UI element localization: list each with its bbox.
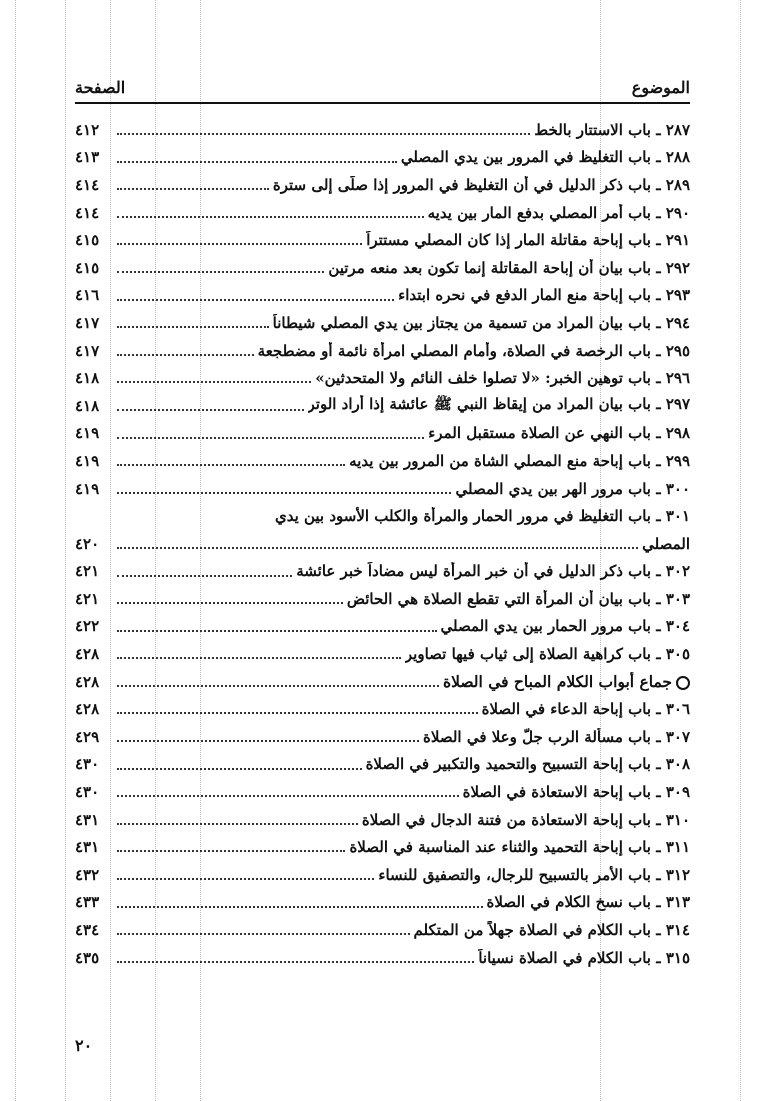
entry-title: ٣١٤ ـ باب الكلام في الصلاة جهلاً من المتكلم: [413, 921, 690, 940]
toc-header: [75, 78, 690, 98]
entry-page: ٤١٤: [75, 175, 100, 194]
leader-dots: [117, 364, 311, 392]
entry-title: ٣٠٦ ـ باب إباحة الدعاء في الصلاة: [481, 700, 690, 719]
entry-title: ٢٩٢ ـ باب بيان أن إباحة المقاتلة إنما تكون بعد منعه مرتين: [328, 258, 690, 277]
entry-title: ٣٠٤ ـ باب مرور الحمار بين يدي المصلي: [440, 617, 690, 636]
entry-title: ٣٠٨ ـ باب إباحة التسبيح والتحميد والتكبير في الصلاة: [365, 755, 690, 774]
toc-entry[interactable]: [75, 778, 690, 806]
toc-entry[interactable]: [75, 558, 690, 586]
leader-dots: [117, 613, 437, 641]
entry-title: ٣١٣ ـ باب نسخ الكلام في الصلاة: [486, 893, 690, 912]
toc-entry[interactable]: [75, 254, 690, 282]
entry-page: ٤٢١: [75, 589, 100, 608]
toc-entry[interactable]: [75, 833, 690, 861]
toc-entry[interactable]: [75, 944, 690, 972]
entry-title: ٢٩٦ ـ باب توهين الخبر: «لا تصلوا خلف النائم ولا المتحدثين»: [315, 369, 690, 388]
leader-dots: [117, 751, 362, 779]
entry-page: ٤٣١: [75, 810, 100, 829]
topic-column-label: الموضوع: [631, 78, 690, 97]
entry-title: ٢٨٧ ـ باب الاستتار بالخط: [534, 120, 690, 139]
entry-title: ٣٠١ ـ باب التغليظ في مرور الحمار والمرأة والكلب الأسود بين يدي: [274, 507, 690, 526]
entry-page: ٤١٧: [75, 341, 100, 360]
leader-dots: [117, 447, 345, 475]
toc-entry[interactable]: [75, 889, 690, 917]
entry-page: ٤٣١: [75, 838, 100, 857]
entry-page: ٤١٧: [75, 313, 100, 332]
entry-title: ٢٩٩ ـ باب إباحة منع المصلي الشاة من المرور بين يديه: [349, 451, 690, 470]
leader-dots: [117, 944, 474, 972]
toc-entry[interactable]: [75, 861, 690, 889]
entry-page: ٤١٢: [75, 120, 100, 139]
toc-page: [75, 70, 690, 1090]
header-rule: [75, 102, 690, 104]
margin-guide: [740, 0, 741, 1101]
leader-dots: [117, 585, 343, 613]
toc-entry[interactable]: [75, 116, 690, 144]
entry-page: ٤١٥: [75, 231, 100, 250]
entry-title: ٣١٢ ـ باب الأمر بالتسبيح للرجال، والتصفيق للنساء: [378, 865, 690, 884]
entry-title: ٢٩٤ ـ باب بيان المراد من تسمية من يجتاز بين يدي المصلي شيطاناً: [272, 313, 690, 332]
leader-dots: [117, 530, 638, 558]
entry-title: ٣٠٥ ـ باب كراهية الصلاة إلى ثياب فيها تصاوير: [404, 645, 690, 664]
entry-title: ٢٨٩ ـ باب ذكر الدليل في أن التغليظ في المرور إذا صلّى إلى سترة: [272, 175, 690, 194]
entry-page: ٤١٩: [75, 479, 100, 498]
entry-page: ٤٢٨: [75, 700, 100, 719]
entry-title: ٣٠٩ ـ باب إباحة الاستعاذة في الصلاة: [462, 783, 690, 802]
entry-page: ٤٣٤: [75, 921, 100, 940]
entry-page: ٤٣٣: [75, 893, 100, 912]
toc-entry[interactable]: [75, 806, 690, 834]
toc-entry[interactable]: [75, 420, 690, 448]
toc-entry[interactable]: [75, 695, 690, 723]
entry-page: ٤٣٠: [75, 783, 100, 802]
entry-title: ٢٩٧ ـ باب بيان المراد من إيقاظ النبي ﷺ عائشة إذا أراد الوتر: [307, 394, 690, 413]
toc-entry[interactable]: [75, 309, 690, 337]
entry-title: ٢٩١ ـ باب إباحة مقاتلة المار إذا كان المصلي مستتراً: [366, 231, 690, 250]
leader-dots: [117, 778, 459, 806]
toc-entry[interactable]: [75, 199, 690, 227]
toc-entry[interactable]: [75, 447, 690, 475]
entry-page: ٤١٥: [75, 258, 100, 277]
leader-dots: [117, 889, 483, 917]
leader-dots: [117, 282, 394, 310]
page-number: ٢٠: [75, 1036, 93, 1055]
toc-entry[interactable]: [75, 585, 690, 613]
entry-title: جماع أبواب الكلام المباح في الصلاة: [443, 672, 690, 691]
entry-page: ٤٣٢: [75, 865, 100, 884]
toc-section-heading[interactable]: [75, 668, 690, 696]
leader-dots: [117, 916, 410, 944]
toc-list: [75, 116, 690, 971]
entry-title: ٢٩٥ ـ باب الرخصة في الصلاة، وأمام المصلي امرأة نائمة أو مضطجعة: [257, 341, 690, 360]
entry-page: ٤١٦: [75, 286, 100, 305]
leader-dots: [117, 640, 401, 668]
entry-page: ٤٢٠: [75, 534, 100, 553]
entry-title: ٢٩٠ ـ باب أمر المصلي بدفع المار بين يديه: [427, 203, 690, 222]
entry-title-continuation: المصلي: [642, 534, 690, 553]
entry-page: ٤١٩: [75, 424, 100, 443]
page-column-label: الصفحة: [75, 78, 126, 97]
leader-dots: [117, 558, 292, 586]
entry-page: ٤١٤: [75, 203, 100, 222]
entry-page: ٤٣٥: [75, 948, 100, 967]
toc-entry[interactable]: [75, 751, 690, 779]
entry-title: ٢٩٨ ـ باب النهي عن الصلاة مستقبل المرء: [428, 424, 690, 443]
entry-page: ٤٢٩: [75, 727, 100, 746]
leader-dots: [117, 254, 324, 282]
leader-dots: [117, 226, 362, 254]
leader-dots: [117, 392, 304, 420]
entry-page: ٤١٨: [75, 369, 100, 388]
entry-page: ٤٢٢: [75, 617, 100, 636]
entry-page: ٤٢١: [75, 562, 100, 581]
entry-title: ٣٠٣ ـ باب بيان أن المرأة التي تقطع الصلاة هي الحائض: [346, 589, 690, 608]
toc-entry[interactable]: [75, 144, 690, 172]
toc-entry[interactable]: [75, 364, 690, 392]
leader-dots: [117, 668, 439, 696]
entry-page: ٤٣٠: [75, 755, 100, 774]
leader-dots: [117, 116, 530, 144]
leader-dots: [117, 420, 424, 448]
leader-dots: [117, 723, 419, 751]
leader-dots: [117, 309, 269, 337]
entry-title: ٢٩٣ ـ باب إباحة منع المار الدفع في نحره ابتداء: [398, 286, 690, 305]
toc-entry[interactable]: [75, 613, 690, 641]
toc-entry[interactable]: [75, 916, 690, 944]
toc-entry[interactable]: [75, 392, 690, 420]
leader-dots: [117, 337, 254, 365]
toc-entry[interactable]: [75, 640, 690, 668]
entry-title: ٣٠٧ ـ باب مسألة الرب جلّ وعلا في الصلاة: [423, 727, 690, 746]
entry-page: ٤١٩: [75, 451, 100, 470]
entry-title: ٣٠٠ ـ باب مرور الهر بين يدي المصلي: [455, 479, 690, 498]
entry-title: ٣٠٢ ـ باب ذكر الدليل في أن خبر المرأة ليس مضاداً خبر عائشة: [296, 562, 690, 581]
toc-entry[interactable]: [75, 502, 690, 530]
entry-page: ٤١٣: [75, 148, 100, 167]
entry-page: ٤٢٨: [75, 672, 100, 691]
leader-dots: [117, 199, 424, 227]
margin-guide: [65, 0, 66, 1101]
toc-entry[interactable]: [75, 171, 690, 199]
leader-dots: [117, 475, 451, 503]
entry-title: ٣١٠ ـ باب إباحة الاستعاذة من فتنة الدجال في الصلاة: [361, 810, 690, 829]
leader-dots: [117, 861, 374, 889]
leader-dots: [117, 833, 345, 861]
entry-page: ٤٢٨: [75, 645, 100, 664]
leader-dots: [117, 695, 478, 723]
toc-entry[interactable]: [75, 337, 690, 365]
leader-dots: [117, 144, 397, 172]
entry-title: ٣١٥ ـ باب الكلام في الصلاة نسياناً: [478, 948, 690, 967]
toc-entry[interactable]: [75, 723, 690, 751]
entry-title: ٣١١ ـ باب إباحة التحميد والثناء عند المناسبة في الصلاة: [349, 838, 690, 857]
entry-page: ٤١٨: [75, 396, 100, 415]
leader-dots: [117, 806, 358, 834]
entry-title: ٢٨٨ ـ باب التغليظ في المرور بين يدي المصلي: [400, 148, 690, 167]
toc-entry[interactable]: [75, 282, 690, 310]
toc-entry-continuation[interactable]: [75, 530, 690, 558]
margin-guide: [15, 0, 16, 1101]
leader-dots: [117, 171, 269, 199]
toc-entry[interactable]: [75, 475, 690, 503]
toc-entry[interactable]: [75, 226, 690, 254]
circle-bullet-icon: [676, 676, 690, 690]
